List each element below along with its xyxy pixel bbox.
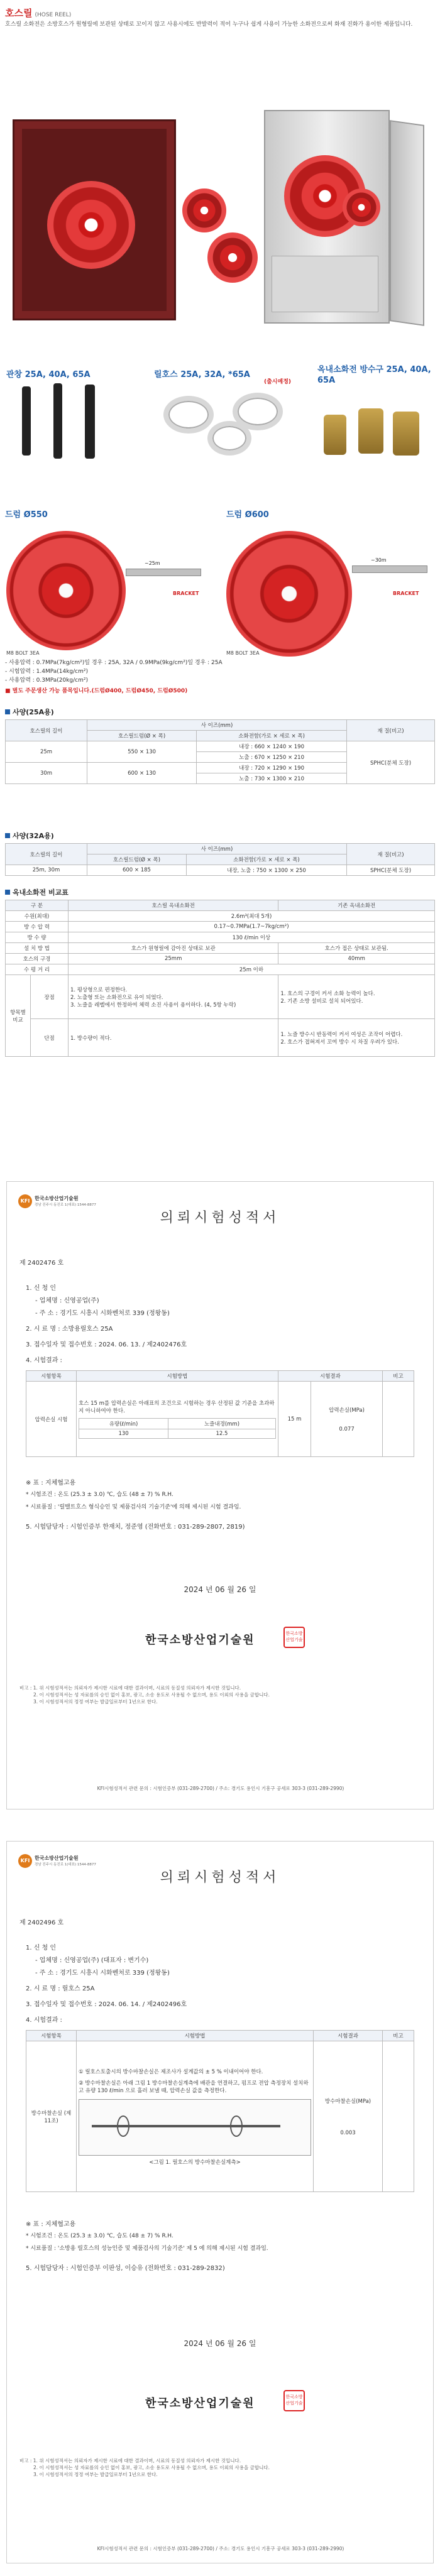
spec-line-3: - 사용압력 : 0.3MPa(20kg/cm²) — [5, 677, 89, 684]
material-cell: SPHC(분체 도장) — [347, 741, 435, 784]
reel-accessory-1 — [182, 188, 226, 232]
th-box: 소화전함(가로 × 세로 × 폭) — [197, 731, 347, 741]
square-bullet-icon — [5, 709, 10, 714]
nozzle-image-2 — [53, 383, 62, 459]
compare-title: 옥내소화전 비교표 — [5, 887, 69, 897]
table-row: 단점 1. 방수량이 적다. 1. 노즐 방수시 반동력이 커서 여성은 조작이 어렵다. 2. 호스가 접혀져서 꼬여 방수 시 차질 우려가 있다. — [6, 1019, 435, 1057]
hose-coil-3 — [233, 393, 283, 430]
test-report-2: KFI 한국소방산업기술원 경남 진주시 동진로 1(대표) 1544-8877 의뢰시험성적서 제 2402496 호 1. 신 청 인 - 업체명 : 신영공업(주) (대표자 : 변기수) - 주 소 : 경기도 시흥시 시화벤처로 339 (정왕동) 2. 시 료 명 : 릴호스 25A 3. 접수일자 및 접수번호 : 2024. 06. 14. / 제2402496호 4. 시험결과 : 시험항목 시험방법 시험결과 비고 방수마찰손실 (제11조) ① 릴호스토출시의 방수마찰손실은 제조사가 설계값의 ± 5 % 이내이어야 한다. ② 방수마찰손실은 아래 그림 1 방수마찰손실계측에 배관을 연결하고, 펌프로 전압 측정장치 설치하고 유량 130 ℓ/min 으로 흘러 보낼 때, 압력손실 값을 측정한다. <그림 1. 릴호스의 방수마찰손실계측> 방수마찰손실(MPa) 0.003 ※ 표 : 지체협고용 * 시험조건 : 온도 (25.3 ± 3.0) ℃, 습도 (48 ± 7) % R.H. * 시료품질 : '소방용 릴호스의 성능인증 및 제품검사의 기술기준' 제 5 에 의해 제시된 시험 결과임. 5. 시험담당자 : 시험인증부 이판성, 이승유 (전화번호 : 031-289-2832) 2024 년 06 월 26 일 한국소방산업기술원 한국소방 산업기술 비고 : 1. 위 시험성적서는 의뢰자가 제시한 시료에 대한 결과이며, 시료의 동질성 의뢰자가 제시한 것입니다. 2. 이 시험성적서는 성 자료를의 승인 없이 홍보, 광고, 소송 용도로 사용될 수 없으며, 용도 이외의 사용을 금합니다. 3. 이 시험성적서의 정정 여부는 발급일로부터 1년으로 한다. KFI시험성적서 관련 문의 : 시험인증부 (031-289-2700) / 주소: 경기도 용인시 기흥구 공세로 303-3 (031-289-2990) — [6, 1841, 434, 2563]
title-en: (HOSE REEL) — [35, 12, 72, 18]
hose-reel-image — [47, 181, 135, 269]
cabinet-door — [390, 120, 424, 326]
hose-label-text: 릴호스 25A, 32A, *65A — [154, 370, 250, 379]
official-seal: 한국소방 산업기술 — [283, 2390, 305, 2411]
title-text: 호스릴 — [5, 8, 33, 19]
hose-label — [154, 368, 250, 379]
bracket-label-left: BRACKET — [173, 591, 199, 596]
method-subtable: 유량(ℓ/min) 노즐내경(mm) 130 12.5 — [79, 1418, 276, 1439]
bracket-right — [352, 565, 427, 573]
page-title — [5, 6, 71, 19]
table-row: 수 평 거 리 25m 이하 — [6, 964, 435, 975]
table25-title: 사양(25A용) — [5, 707, 54, 717]
institution-name: 한국소방산업기술원 — [145, 1634, 255, 1647]
valve-image-1 — [324, 415, 346, 455]
report-title: 의뢰시험성적서 — [160, 1210, 280, 1226]
kfi-logo-icon: KFI — [18, 1194, 32, 1208]
table-row: 노출 : 730 × 1300 × 210 — [6, 773, 435, 784]
report1-result-table: 시험항목 시험방법 시험결과 비고 압력손실 시험 호스 15 m를 압력손실은 아래표의 조건으로 시험하는 경우 산정된 값 기준을 초과하지 아니하여야 한다. 유량(ℓ/min) 노즐내경(mm) 130 12.5 15 m 압력손실(MPa) 0.077 — [26, 1370, 414, 1457]
bolt-label-right: M8 BOLT 3EA — [226, 650, 260, 656]
table-row: 수원(최대) 2.6m³(최대 5개) — [6, 911, 435, 922]
nozzle-image-1 — [22, 386, 31, 456]
red-cabinet-photo — [13, 119, 176, 320]
reel-accessory-2 — [207, 232, 258, 283]
loss-diagram — [79, 2099, 311, 2156]
report-date: 2024 년 06 월 26 일 — [184, 1585, 256, 1594]
table-row: 25m 550 × 130 내장 : 660 × 1240 × 190 SPHC(분체 도장) — [6, 741, 435, 752]
spec-line-1: - 사용압력 : 0.7MPa(7kg/cm²)일 경우 : 25A, 32A / 0.9MPa(9kg/cm²)일 경우 : 25A — [5, 660, 223, 666]
door-reel-image — [343, 188, 380, 226]
gauge-icon — [117, 2115, 129, 2137]
valve-image-2 — [358, 408, 383, 454]
report-number: 제 2402476 호 — [19, 1260, 64, 1267]
hose-coil-1 — [163, 396, 214, 434]
spec-table-25a — [5, 719, 435, 784]
report2-result-table: 시험항목 시험방법 시험결과 비고 방수마찰손실 (제11조) ① 릴호스토출시의 방수마찰손실은 제조사가 설계값의 ± 5 % 이내이어야 한다. ② 방수마찰손실은 아래 그림 1 방수마찰손실계측에 배관을 연결하고, 펌프로 전압 측정장치 설치하고 유량 130 ℓ/min 으로 흘러 보낼 때, 압력손실 값을 측정한다. <그림 1. 릴호스의 방수마찰손실계측> 방수마찰손실(MPa) 0.003 — [26, 2030, 414, 2192]
table-row: 호스의 구경 25mm 40mm — [6, 954, 435, 964]
th-material: 재 질(비고) — [347, 720, 435, 741]
th-length: 호스릴의 길이 — [6, 720, 87, 741]
table-row: 설 치 방 법 호스가 원형릴에 감아진 상태로 보관 호스가 접은 상태로 보관됨. — [6, 943, 435, 954]
spec-lines — [5, 658, 223, 685]
valve-image-3 — [393, 412, 419, 456]
kfi-logo-block: KFI 한국소방산업기술원 경남 진주시 동진로 1(대표) 1544-8877 — [18, 1854, 56, 1868]
report-title: 의뢰시험성적서 — [160, 1870, 280, 1886]
kfi-logo-block: KFI 한국소방산업기술원 경남 진주시 동진로 1(대표) 1544-8877 — [18, 1194, 56, 1208]
nozzle-image-3 — [85, 385, 95, 459]
table-row: 방 수 량 130 ℓ/min 이상 — [6, 932, 435, 943]
custom-order-note: ■ 별도 주문생산 가능 품목입니다.(드럼Ø400, 드럼Ø450, 드럼Ø500) — [5, 688, 188, 694]
bolt-label-left: M8 BOLT 3EA — [6, 650, 40, 656]
square-bullet-icon — [5, 833, 10, 838]
square-bullet-icon — [5, 890, 10, 895]
compare-table: 구 분 호스릴 옥내소화전 기존 옥내소화전 수원(최대) 2.6m³(최대 5개) 방 수 압 력 0.17~0.7MPa(1.7~7kg/cm²) 방 수 량 130 ℓ/min 이상 설 치 방 법 호스가 원형릴에 감아진 상태로 보관 호스가 접은 상태로 보관됨. 호스의 구경 25mm 40mm 수 평 거 리 25m 이하 항목별 비교 장점 1. 평상형으로 편정한다. 2. 노출형 또는 소화전으로 유이 되었다. 3. 노즐을 레벨에서 한정하여 체력 소진 사용이 용이하다. (4, 5항 누락) 1. 호스의 구경이 커서 소화 능력이 높다. 2. 기존 소방 설비로 설치 되어있다. 단점 1. 방수량이 적다. 1. 노즐 방수시 반동력이 커서 여성은 조작이 어렵다. 2. 호스가 접혀져서 꼬여 방수 시 차질 우려가 있다. — [5, 900, 435, 1057]
hose-coming-soon: (출시예정) — [264, 379, 292, 385]
kfi-logo-icon: KFI — [18, 1854, 32, 1868]
drum-600-dimension: ~30m — [371, 557, 387, 563]
table-row: 방 수 압 력 0.17~0.7MPa(1.7~7kg/cm²) — [6, 922, 435, 932]
institution-name: 한국소방산업기술원 — [145, 2397, 255, 2410]
table-row: 노출 : 670 × 1250 × 210 — [6, 752, 435, 763]
intro-description: 호스릴 소화전은 소방호스가 원형릴에 보관된 상태로 꼬이지 않고 사용시에도 반발력이 적어 누구나 쉽게 사용이 가능한 소화전으로써 화재 진화가 용이한 제품입니다. — [5, 21, 413, 28]
bracket-left — [126, 569, 201, 576]
table-row: 25m, 30m 600 × 185 내장, 노출 : 750 × 1300 × 250 SPHC(분체 도장) — [6, 865, 435, 876]
valve-label: 옥내소화전 방수구 25A, 40A, 65A — [317, 365, 431, 385]
spec-table-32a: 호스릴의 길이 사 이즈(mm) 재 질(비고) 호스릴드럼(Ø × 폭) 소화전함(가로 × 세로 × 폭) 25m, 30m 600 × 185 내장, 노출 : 750 × 1300 × 250 SPHC(분체 도장) — [5, 843, 435, 876]
drum-550-dimension: ~25m — [145, 560, 160, 566]
official-seal: 한국소방 산업기술 — [283, 1627, 305, 1648]
table-row: 항목별 비교 장점 1. 평상형으로 편정한다. 2. 노출형 또는 소화전으로 유이 되었다. 3. 노즐을 레벨에서 한정하여 체력 소진 사용이 용이하다. (4, 5항 누락) 1. 호스의 구경이 커서 소화 능력이 높다. 2. 기존 소방 설비로 설치 되어있다. — [6, 975, 435, 1019]
th-drum: 호스릴드럼(Ø × 폭) — [87, 731, 197, 741]
cabinet-lower-panel — [272, 256, 378, 312]
drum-600-label: 드럼 Ø600 — [226, 510, 269, 520]
drum-550-label: 드럼 Ø550 — [5, 510, 48, 520]
test-report-1: KFI 한국소방산업기술원 경남 진주시 동진로 1(대표) 1544-8877 의뢰시험성적서 제 2402476 호 1. 신 청 인 - 업체명 : 신영공업(주) - 주 소 : 경기도 시흥시 시화벤처로 339 (정왕동) 2. 시 료 명 : 소방용릴호스 25A 3. 접수일자 및 접수번호 : 2024. 06. 13. / 제2402476호 4. 시험결과 : 시험항목 시험방법 시험결과 비고 압력손실 시험 호스 15 m를 압력손실은 아래표의 조건으로 시험하는 경우 산정된 값 기준을 초과하지 아니하여야 한다. 유량(ℓ/min) 노즐내경(mm) 130 12.5 15 m 압력손실(MPa) 0.077 ※ 표 : 지체협고용 * 시험조건 : 온도 (25.3 ± 3.0) ℃, 습도 (48 ± 7) % R.H. * 시료품질 : '릴밸트호스 형식승인 및 제품검사의 기술기준'에 의해 제시된 시험 결과임. 5. 시험담당자 : 시험인증부 한재치, 정준영 (전화번호 : 031-289-2807, 2819) 2024 년 06 월 26 일 한국소방산업기술원 한국소방 산업기술 비고 : 1. 위 시험성적서는 의뢰자가 제시한 시료에 대한 결과이며, 시료의 동질성 의뢰자가 제시한 것입니다. 2. 이 시험성적서는 성 자료를의 승인 없이 홍보, 광고, 소송 용도로 사용될 수 없으며, 용도 이외의 사용을 금합니다. 3. 이 시험성적서의 정정 여부는 발급일로부터 1년으로 한다. KFI시험성적서 관련 문의 : 시험인증부 (031-289-2700) / 주소: 경기도 용인시 기흥구 공세로 303-3 (031-289-2990) — [6, 1181, 434, 1809]
nozzle-label: 관창 25A, 40A, 65A — [6, 370, 91, 379]
table32-title: 사양(32A용) — [5, 831, 54, 841]
gauge-icon — [230, 2115, 243, 2137]
drum-600-image — [226, 531, 352, 657]
drum-550-image — [6, 531, 126, 650]
report-number: 제 2402496 호 — [19, 1919, 64, 1926]
th-size: 사 이즈(mm) — [87, 720, 347, 731]
table-row: 30m 600 × 130 내장 : 720 × 1290 × 190 — [6, 763, 435, 773]
bracket-label-right: BRACKET — [393, 591, 419, 596]
spec-line-2: - 시험압력 : 1.4MPa(14kg/cm²) — [5, 669, 89, 675]
report-date: 2024 년 06 월 26 일 — [184, 2339, 256, 2348]
